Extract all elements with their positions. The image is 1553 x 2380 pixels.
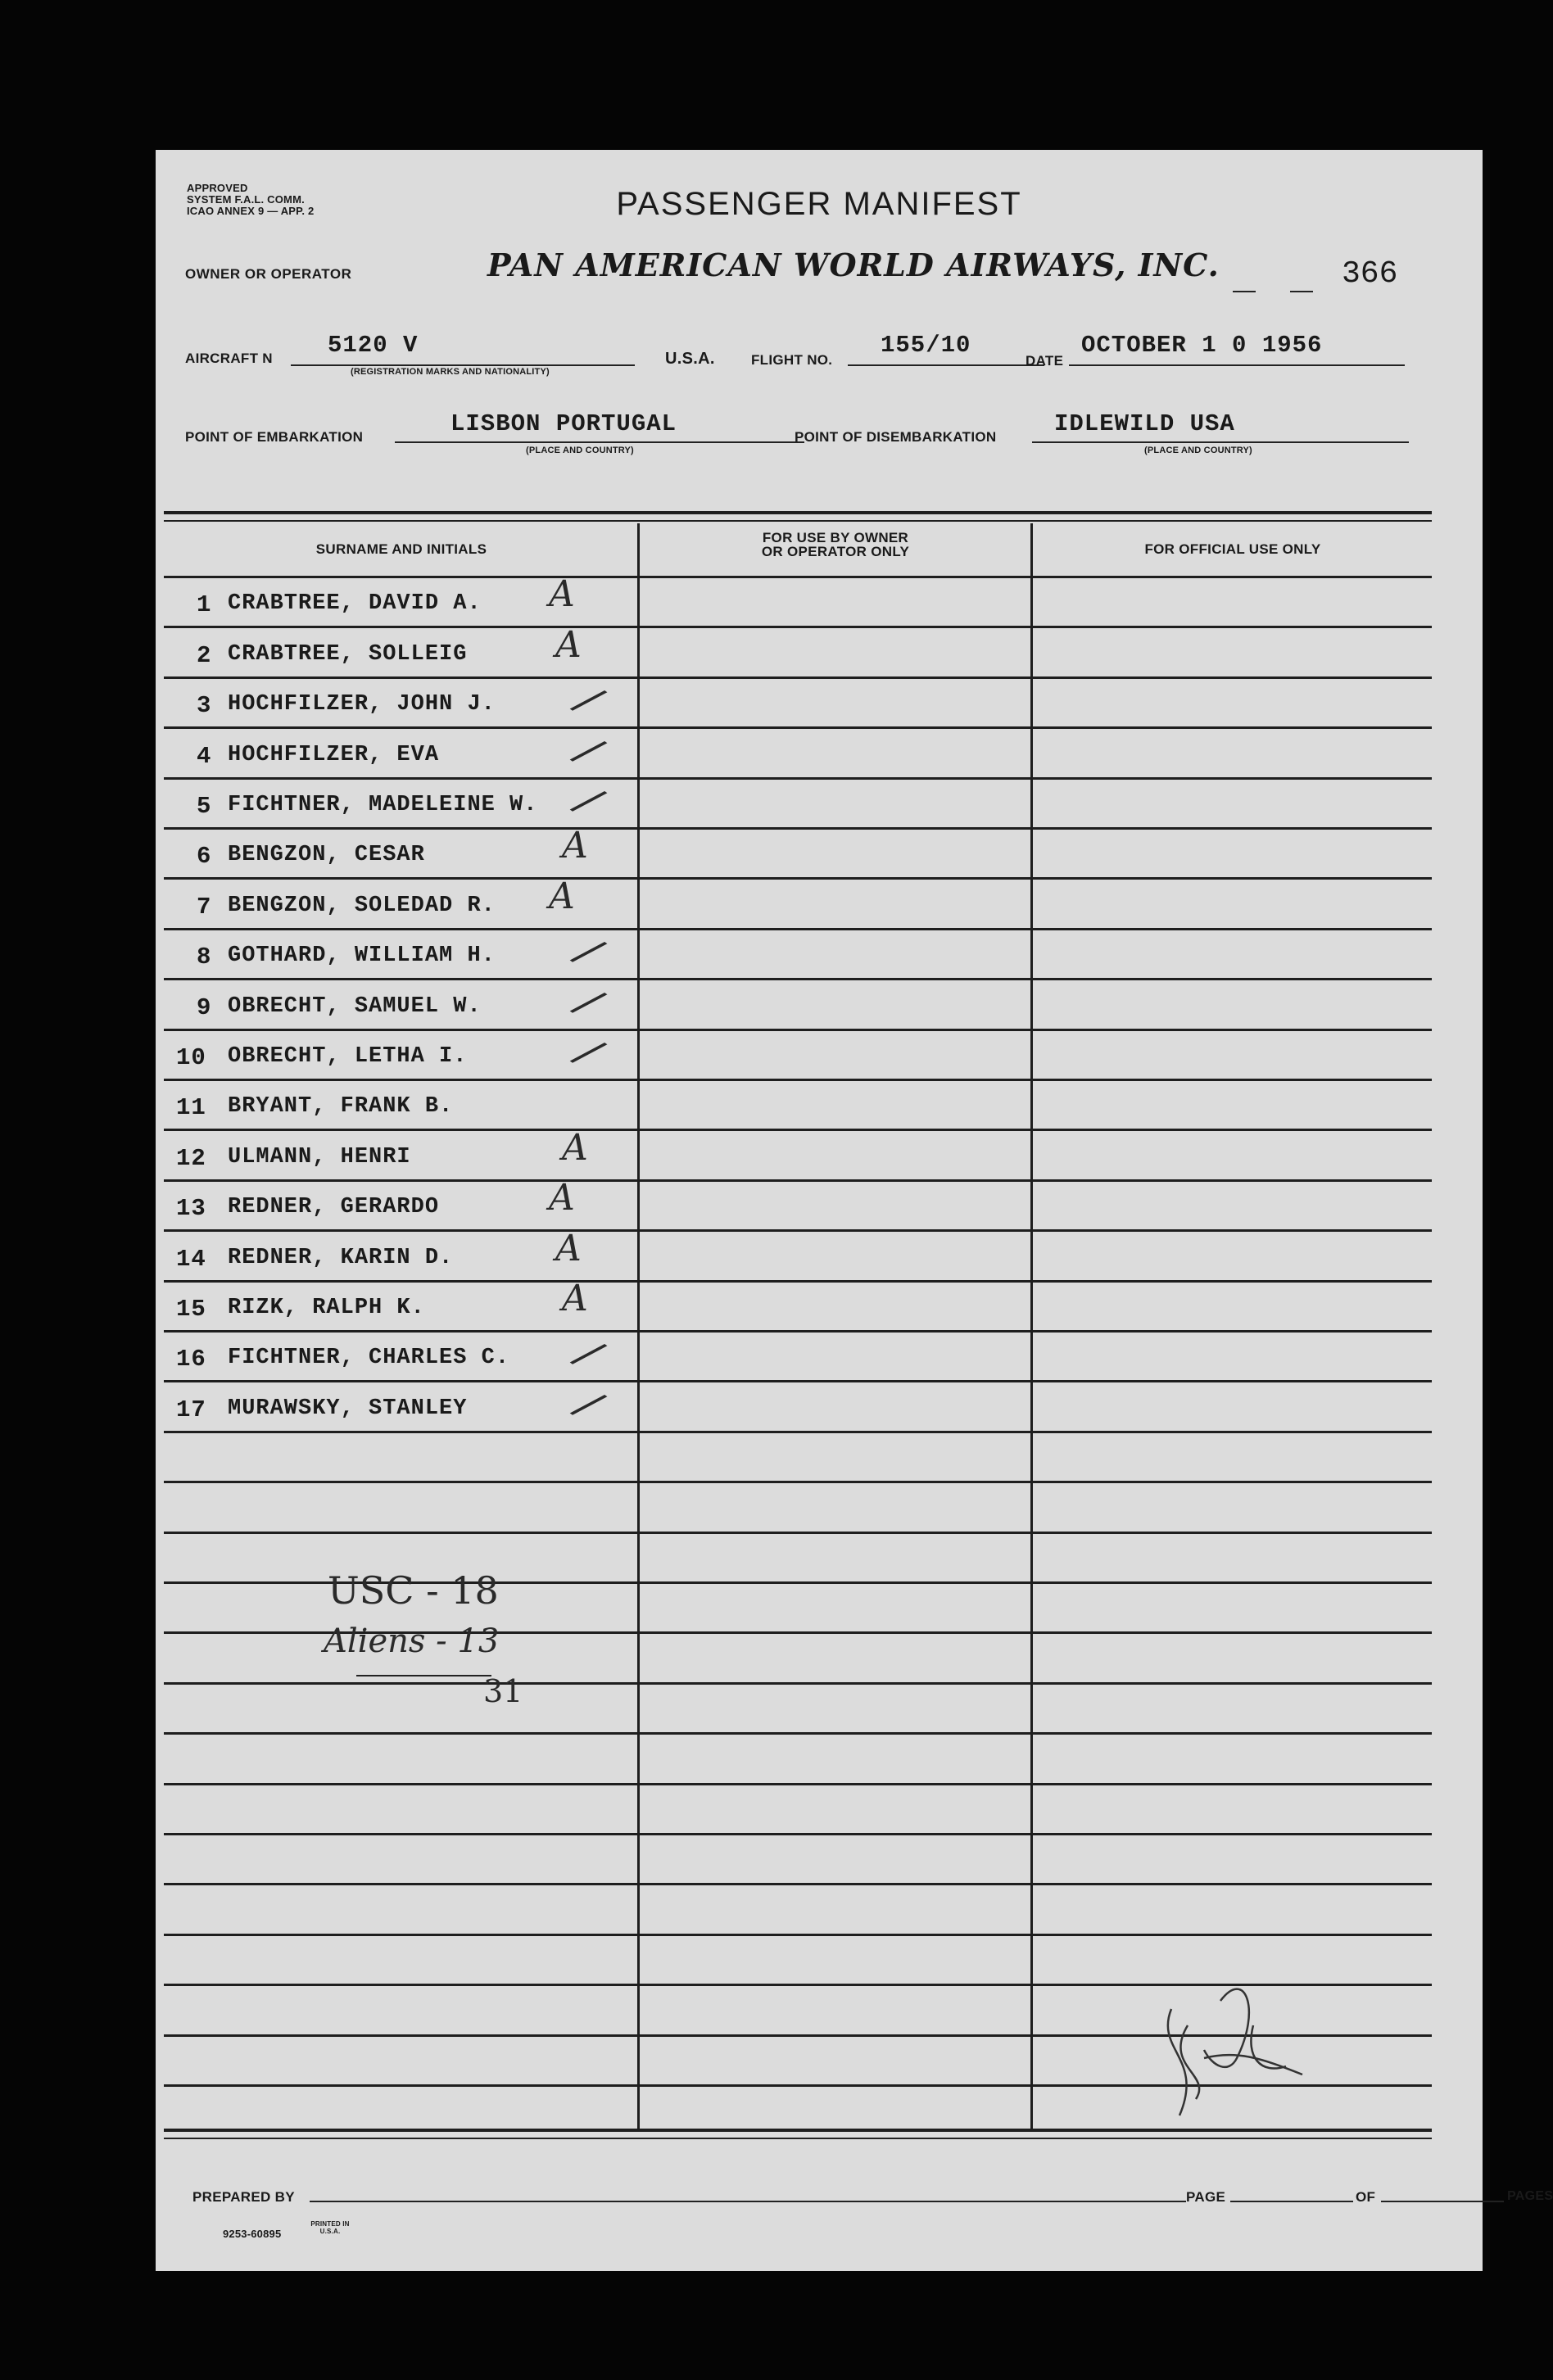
printed-in-usa: PRINTED IN U.S.A. (310, 2220, 350, 2235)
aircraft-label: AIRCRAFT N (185, 351, 273, 366)
tally-usc: USC - 18 (328, 1568, 499, 1613)
of-label: OF (1356, 2189, 1376, 2205)
passenger-number: 12 (176, 1144, 206, 1172)
passenger-number: 6 (197, 843, 212, 871)
usa-label: U.S.A. (665, 350, 715, 368)
registration-note: (REGISTRATION MARKS AND NATIONALITY) (351, 367, 550, 377)
passenger-number: 8 (197, 943, 212, 971)
embark-value: LISBON PORTUGAL (451, 410, 677, 437)
approval-line: APPROVED (187, 182, 248, 194)
row-line (164, 1079, 1432, 1081)
passenger-number: 14 (176, 1245, 206, 1273)
owner-label: OWNER OR OPERATOR (185, 266, 352, 282)
passenger-name: MURAWSKY, STANLEY (228, 1396, 468, 1421)
flight-value: 155/10 (881, 332, 971, 359)
passenger-name: ULMANN, HENRI (228, 1144, 411, 1170)
passenger-number: 16 (176, 1346, 206, 1373)
date-value: OCTOBER 1 0 1956 (1081, 332, 1323, 359)
passenger-name: BRYANT, FRANK B. (228, 1094, 454, 1120)
page-label: PAGE (1186, 2189, 1226, 2205)
row-line (164, 1280, 1432, 1283)
passenger-mark: A (549, 573, 575, 616)
passenger-mark: A (562, 1278, 588, 1319)
passenger-number: 3 (197, 692, 212, 720)
row-line (164, 1179, 1432, 1182)
passenger-mark: / (568, 977, 609, 1027)
column-header-owner-line: FOR USE BY OWNER (762, 530, 909, 545)
row-line (164, 1934, 1432, 1936)
date-label: DATE (1026, 353, 1064, 369)
passenger-mark: A (562, 1126, 588, 1169)
passenger-number: 13 (176, 1195, 206, 1223)
manifest-sheet (156, 150, 1553, 2271)
passenger-name: BENGZON, SOLEDAD R. (228, 893, 496, 918)
row-line (164, 877, 1432, 880)
row-line (164, 1783, 1432, 1785)
row-line (164, 576, 1432, 578)
disembark-label: POINT OF DISEMBARKATION (795, 429, 997, 445)
passenger-mark: / (568, 927, 609, 976)
row-line (164, 1229, 1432, 1232)
row-line (164, 1732, 1432, 1735)
passenger-mark: / (568, 1380, 609, 1429)
passenger-name: CRABTREE, DAVID A. (228, 591, 482, 617)
approval-line: ICAO ANNEX 9 — APP. 2 (187, 205, 315, 217)
passenger-mark: / (568, 776, 609, 826)
row-line (164, 1431, 1432, 1433)
passenger-mark: A (549, 875, 575, 917)
passenger-mark: A (562, 825, 588, 867)
passenger-mark: A (555, 623, 582, 666)
disembark-value: IDLEWILD USA (1054, 410, 1235, 437)
row-line (164, 928, 1432, 930)
passenger-number: 2 (197, 641, 212, 669)
row-line (164, 978, 1432, 980)
passenger-name: FICHTNER, CHARLES C. (228, 1346, 510, 1371)
passenger-number: 10 (176, 1044, 206, 1071)
passenger-number: 1 (197, 591, 212, 619)
passenger-name: CRABTREE, SOLLEIG (228, 641, 468, 667)
column-header-owner (639, 531, 1032, 559)
row-line (164, 1883, 1432, 1885)
passenger-mark: / (568, 676, 609, 725)
passenger-name: OBRECHT, SAMUEL W. (228, 993, 482, 1019)
row-line (164, 676, 1432, 679)
passenger-number: 5 (197, 793, 212, 820)
passenger-number: 17 (176, 1396, 206, 1423)
passenger-number: 4 (197, 742, 212, 770)
row-line (164, 827, 1432, 830)
column-header-official: FOR OFFICIAL USE ONLY (1144, 541, 1321, 557)
row-line (164, 777, 1432, 780)
form-number: 9253-60895 (223, 2228, 282, 2240)
passenger-name: HOCHFILZER, EVA (228, 742, 440, 767)
tally-aliens: Aliens - 13 (324, 1622, 500, 1660)
page-number: 366 (1342, 256, 1398, 292)
passenger-number: 7 (197, 893, 212, 921)
passenger-mark: / (568, 1329, 609, 1378)
signature-mark (1147, 1960, 1311, 2124)
column-header-owner-line: OR OPERATOR ONLY (761, 544, 910, 559)
row-line (164, 1682, 1432, 1685)
row-line (164, 626, 1432, 628)
prepared-by-label: PREPARED BY (192, 2189, 295, 2205)
page-title: PASSENGER MANIFEST (616, 186, 1022, 222)
row-line (164, 1481, 1432, 1483)
passenger-number: 15 (176, 1296, 206, 1323)
embark-label: POINT OF EMBARKATION (185, 429, 364, 445)
passenger-name: OBRECHT, LETHA I. (228, 1044, 468, 1069)
passenger-name: HOCHFILZER, JOHN J. (228, 692, 496, 717)
tally-total: 31 (483, 1673, 523, 1709)
airline-name: PAN AMERICAN WORLD AIRWAYS, INC. (487, 247, 1220, 283)
embark-note: (PLACE AND COUNTRY) (526, 446, 634, 455)
passenger-mark: A (555, 1227, 582, 1269)
row-line (164, 1330, 1432, 1333)
column-header-surname: SURNAME AND INITIALS (315, 541, 487, 557)
passenger-name: RIZK, RALPH K. (228, 1296, 425, 1320)
pages-label: PAGES (1507, 2189, 1553, 2203)
passenger-name: BENGZON, CESAR (228, 843, 425, 868)
passenger-name: GOTHARD, WILLIAM H. (228, 943, 496, 969)
passenger-number: 9 (197, 993, 212, 1021)
approval-note (187, 183, 314, 217)
passenger-name: FICHTNER, MADELEINE W. (228, 793, 538, 817)
approval-line: SYSTEM F.A.L. COMM. (187, 193, 305, 206)
row-line (164, 1380, 1432, 1382)
disembark-note: (PLACE AND COUNTRY) (1144, 446, 1252, 455)
passenger-mark: / (568, 1028, 609, 1077)
row-line (164, 1029, 1432, 1031)
passenger-mark: / (568, 726, 609, 776)
passenger-number: 11 (176, 1094, 206, 1122)
row-line (164, 1129, 1432, 1131)
passenger-name: REDNER, GERARDO (228, 1195, 440, 1220)
passenger-mark: A (549, 1177, 575, 1219)
row-line (164, 726, 1432, 729)
flight-label: FLIGHT NO. (751, 352, 833, 368)
row-line (164, 1833, 1432, 1835)
row-line (164, 1532, 1432, 1534)
passenger-name: REDNER, KARIN D. (228, 1245, 454, 1270)
aircraft-value: 5120 V (328, 332, 419, 359)
